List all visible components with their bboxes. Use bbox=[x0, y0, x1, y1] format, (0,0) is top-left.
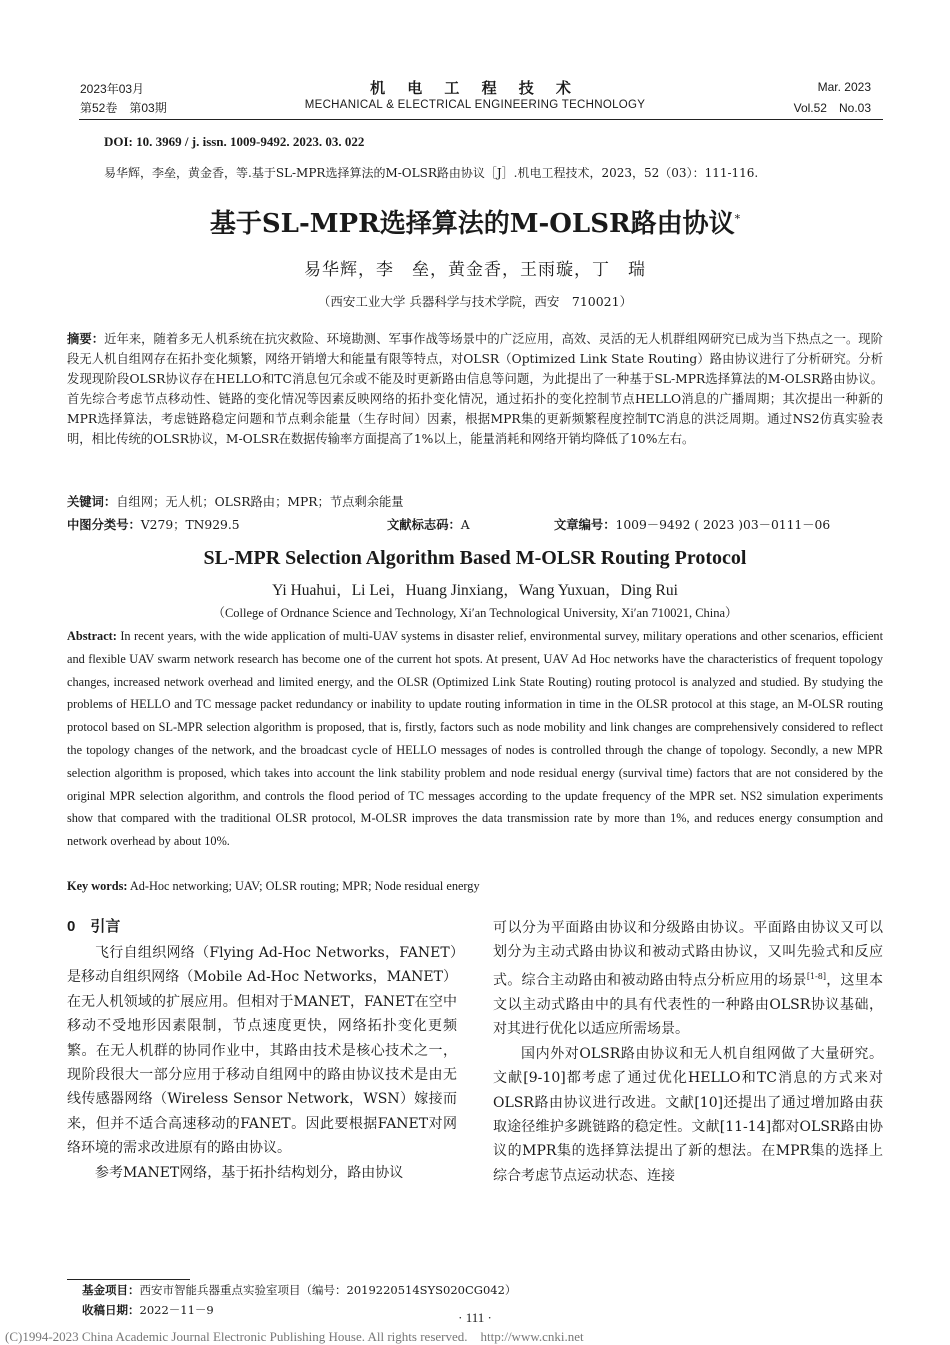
keywords-en-text: Ad-Hoc networking; UAV; OLSR routing; MPR; Node residual energy bbox=[129, 879, 480, 893]
body-paragraph: 国内外对OLSR路由协议和无人机自组网做了大量研究。文献[9-10]都考虑了通过优化HELLO和TC消息的方式来对OLSR路由协议进行改进。文献[10]还提出了通过增加路由获取途径维护多跳链路的稳定性。文献[11-14]都对OLSR路由协议的MPR集的选择算法提出了新的想法。在MPR集的选择上综合考虑节点运动状态、连接 bbox=[493, 1045, 883, 1184]
reference-marker: [1-8] bbox=[806, 971, 826, 981]
abstract-en bbox=[67, 625, 883, 853]
header-date-en: Mar. 2023 bbox=[817, 80, 871, 94]
abstract-en-label: Abstract: bbox=[67, 629, 117, 643]
doc-code-value: A bbox=[460, 518, 470, 532]
clc-label: 中图分类号： bbox=[67, 518, 141, 532]
doi: DOI: 10. 3969 / j. issn. 1009-9492. 2023. 03. 022 bbox=[104, 134, 365, 149]
paper-title-cn-text: 基于SL-MPR选择算法的M-OLSR路由协议 bbox=[209, 209, 735, 239]
body-paragraph: 参考MANET网络，基于拓扑结构划分，路由协议 bbox=[95, 1164, 404, 1181]
body-paragraph bbox=[493, 916, 883, 1042]
funding-text: 西安市智能兵器重点实验室项目（编号：2019220514SYS020CG042） bbox=[139, 1283, 517, 1297]
abstract-cn-text: 近年来，随着多无人机系统在抗灾救险、环境勘测、军事作战等场景中的广泛应用，高效、灵活的无人机群组网研究已成为当下热点之一。现阶段无人机自组网存在拓扑变化频繁，网络开销增大和能量有限等特点，对OLSR（Optimized Link State Routing）路由协议进行了分析研究。分析发现现阶段OLSR协议存在HELLO和TC消息包冗余或不能及时更新路由信息等问题，为此提出了一种基于SL-MPR选择算法的M-OLSR路由协议。首先综合考虑节点移动性、链路的变化情况等因素反映网络的拓扑变化情况，通过拓扑的变化控制节点HELLO消息的广播周期；其次提出一种新的MPR选择算法，考虑链路稳定问题和节点剩余能量（生存时间）因素，根据MPR集的更新频繁程度控制TC消息的洪泛周期。通过NS2仿真实验表明，相比传统的OLSR协议，M-OLSR在数据传输率方面提高了1%以上，能量消耗和网络开销均降低了10%左右。 bbox=[67, 332, 883, 446]
section-heading-intro: 0 引言 bbox=[67, 918, 121, 935]
header-volume: 第52卷 第03期 bbox=[80, 101, 167, 115]
paper-title-cn bbox=[0, 203, 950, 240]
article-no-label: 文章编号： bbox=[554, 518, 616, 532]
affiliation-en: （College of Ordnance Science and Technology, Xi′an Technological University, Xi′an 710021, China） bbox=[212, 606, 738, 620]
affiliation-cn: （西安工业大学 兵器科学与技术学院，西安 710021） bbox=[317, 294, 633, 309]
header-rule bbox=[79, 119, 883, 120]
journal-title-cn: 机 电 工 程 技 术 bbox=[370, 80, 580, 97]
header-date: 2023年03月 bbox=[80, 82, 145, 96]
clc-field bbox=[67, 515, 240, 533]
keywords-cn bbox=[67, 492, 883, 512]
body-column-left bbox=[67, 941, 457, 1185]
classification-row bbox=[67, 515, 883, 535]
footnote-rule bbox=[67, 1279, 190, 1280]
received-label: 收稿日期： bbox=[82, 1305, 140, 1317]
abstract-cn-label: 摘要： bbox=[67, 332, 105, 346]
doc-code-field bbox=[387, 515, 470, 533]
title-footnote-mark: * bbox=[734, 212, 741, 226]
authors-cn: 易华辉，李 垒，黄金香，王雨璇，丁 瑞 bbox=[304, 260, 646, 280]
funding-label: 基金项目： bbox=[82, 1285, 140, 1297]
citation: 易华辉，李垒，黄金香，等.基于SL-MPR选择算法的M-OLSR路由协议［J］.机电工程技术，2023，52（03）：111-116. bbox=[104, 166, 759, 180]
body-column-right bbox=[493, 916, 883, 1188]
body-text: ，这里本文以主动式路由中的具有代表性的一种路由OLSR协议基础，对其进行优化以适应所需场景。 bbox=[493, 972, 884, 1038]
clc-value: V279；TN929.5 bbox=[140, 518, 240, 532]
received-text: 2022－11－9 bbox=[139, 1303, 214, 1317]
keywords-en bbox=[67, 876, 883, 896]
body-text: 可以分为平面路由协议和分级路由协议。平面路由协议又可以划分为主动式路由协议和被动式路由协议，又叫先验式和反应式。综合主动路由和被动路由特点分析应用的场景 bbox=[493, 920, 883, 989]
copyright-line: (C)1994-2023 China Academic Journal Electronic Publishing House. All rights reserved. http://www.cnki.net bbox=[5, 1329, 584, 1344]
keywords-cn-label: 关键词： bbox=[67, 495, 117, 509]
journal-title-en: MECHANICAL & ELECTRICAL ENGINEERING TECHNOLOGY bbox=[304, 99, 646, 111]
header-volume-en: Vol.52 No.03 bbox=[793, 101, 871, 115]
page-number: · 111 · bbox=[458, 1310, 492, 1325]
abstract-cn bbox=[67, 329, 883, 449]
funding-note bbox=[82, 1282, 516, 1298]
body-paragraph: 飞行自组织网络（Flying Ad-Hoc Networks，FANET）是移动自组织网络（Mobile Ad-Hoc Networks，MANET）在无人机领域的扩展应用。但相对于MANET，FANET在空中移动不受地形因素限制，节点速度更快，网络拓扑变化更频繁。在无人机群的协同作业中，其路由技术是核心技术之一，现阶段很大一部分应用于移动自组网中的路由协议技术是由无线传感器网络（Wireless Sensor Network，WSN）嫁接而来，但并不适合高速移动的FANET。因此要根据FANET对网络环境的需求改进原有的路由协议。 bbox=[67, 945, 457, 1157]
authors-en: Yi Huahui，Li Lei，Huang Jinxiang，Wang Yuxuan，Ding Rui bbox=[272, 582, 678, 599]
paper-title-en: SL-MPR Selection Algorithm Based M-OLSR Routing Protocol bbox=[203, 547, 747, 569]
article-no-field bbox=[554, 515, 830, 533]
keywords-en-label: Key words: bbox=[67, 879, 128, 893]
doc-code-label: 文献标志码： bbox=[387, 518, 461, 532]
article-no-value: 1009－9492 ( 2023 )03－0111－06 bbox=[615, 518, 831, 532]
abstract-en-text: In recent years, with the wide application of multi-UAV systems in disaster relief, environmental survey, military operations and other scenarios, efficient and flexible UAV swarm network research has become one of the current hot spots. At present, UAV Ad Hoc networks have the characteristics of frequent topology changes, increased network overhead and limited energy, and the OLSR (Optimized Link State Routing) routing protocol is analyzed and studied. By studying the problems of HELLO and TC message packet redundancy or inability to update routing information in time in the OLSR protocol at this stage, an M-OLSR routing protocol based on SL-MPR selection algorithm is proposed, that is, firstly, factors such as node mobility and link changes are comprehensively considered to reflect the topology changes of the network, and the broadcast cycle of HELLO messages of nodes is controlled through the change of topology. Secondly, a new MPR selection algorithm is proposed, which takes into account the link stability problem and node residual energy (survival time) factors that are not considered by the original MPR selection algorithm, and controls the flood period of TC messages according to the update frequency of the MPR set. NS2 simulation experiments show that compared with the traditional OLSR protocol, M-OLSR improves the data transmission rate by more than 1%, and reduces energy consumption and network overhead by about 10%. bbox=[67, 629, 884, 849]
keywords-cn-text: 自组网；无人机；OLSR路由；MPR；节点剩余能量 bbox=[116, 495, 404, 509]
